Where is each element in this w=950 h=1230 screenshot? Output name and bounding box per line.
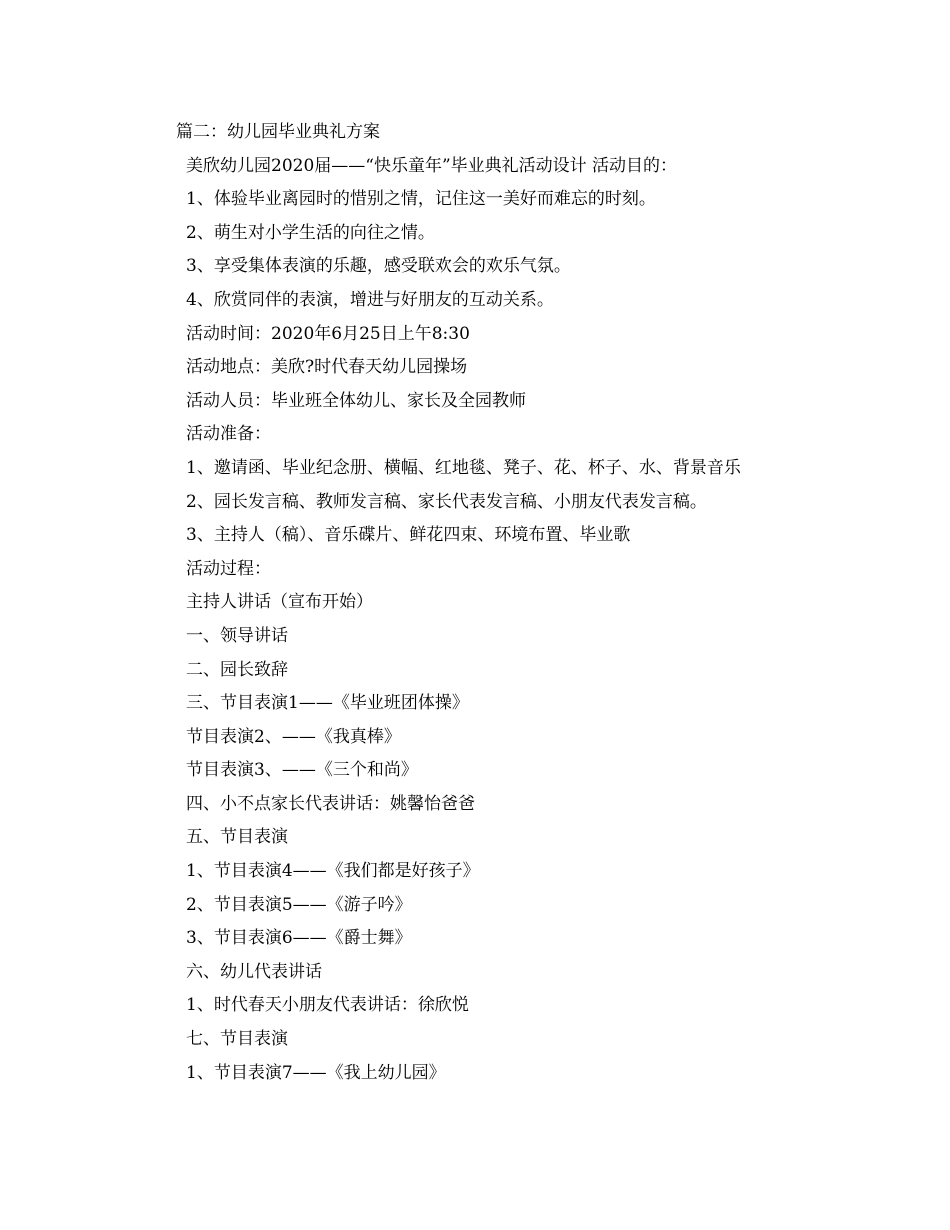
text-line: 3、主持人（稿）、音乐碟片、鲜花四束、环境布置、毕业歌 (186, 525, 631, 546)
text-line: 1、邀请函、毕业纪念册、横幅、红地毯、凳子、花、杯子、水、背景音乐 (186, 457, 741, 478)
text-line: 3、享受集体表演的乐趣，感受联欢会的欢乐气氛。 (186, 256, 571, 277)
text-line: 活动人员：毕业班全体幼儿、家长及全园教师 (186, 390, 526, 411)
text-line: 二、园长致辞 (186, 659, 288, 680)
text-line: 三、节目表演1——《毕业班团体操》 (186, 693, 469, 714)
text-line: 七、节目表演 (186, 1029, 288, 1050)
text-line: 六、幼儿代表讲话 (186, 961, 322, 982)
text-line: 五、节目表演 (186, 827, 288, 848)
text-line: 1、节目表演7——《我上幼儿园》 (186, 1062, 446, 1083)
text-line: 1、时代春天小朋友代表讲话：徐欣悦 (186, 995, 469, 1016)
text-line: 活动地点：美欣?时代春天幼儿园操场 (186, 357, 468, 378)
text-line: 4、欣赏同伴的表演，增进与好朋友的互动关系。 (186, 289, 554, 310)
text-line: 2、节目表演5——《游子吟》 (186, 894, 412, 915)
text-line: 主持人讲话（宣布开始） (186, 592, 373, 613)
text-line: 活动时间：2020年6月25日上午8:30 (186, 323, 470, 344)
text-line: 节目表演3、——《三个和尚》 (186, 760, 418, 781)
text-line: 节目表演2、——《我真棒》 (186, 726, 401, 747)
text-line: 活动过程： (186, 558, 271, 579)
text-line: 2、萌生对小学生活的向往之情。 (186, 222, 435, 243)
text-line: 3、节目表演6——《爵士舞》 (186, 928, 412, 949)
text-line: 一、领导讲话 (186, 625, 288, 646)
text-line: 1、节目表演4——《我们都是好孩子》 (186, 861, 480, 882)
document-title: 篇二：幼儿园毕业典礼方案 (176, 122, 380, 142)
text-line: 活动准备： (186, 424, 271, 445)
text-line: 1、体验毕业离园时的惜别之情，记住这一美好而难忘的时刻。 (186, 189, 656, 210)
document-body (176, 116, 896, 1090)
text-line: 2、园长发言稿、教师发言稿、家长代表发言稿、小朋友代表发言稿。 (186, 491, 707, 512)
text-line: 美欣幼儿园2020届——“快乐童年”毕业典礼活动设计 活动目的： (186, 155, 678, 176)
text-line: 四、小不点家长代表讲话：姚馨怡爸爸 (186, 793, 475, 814)
